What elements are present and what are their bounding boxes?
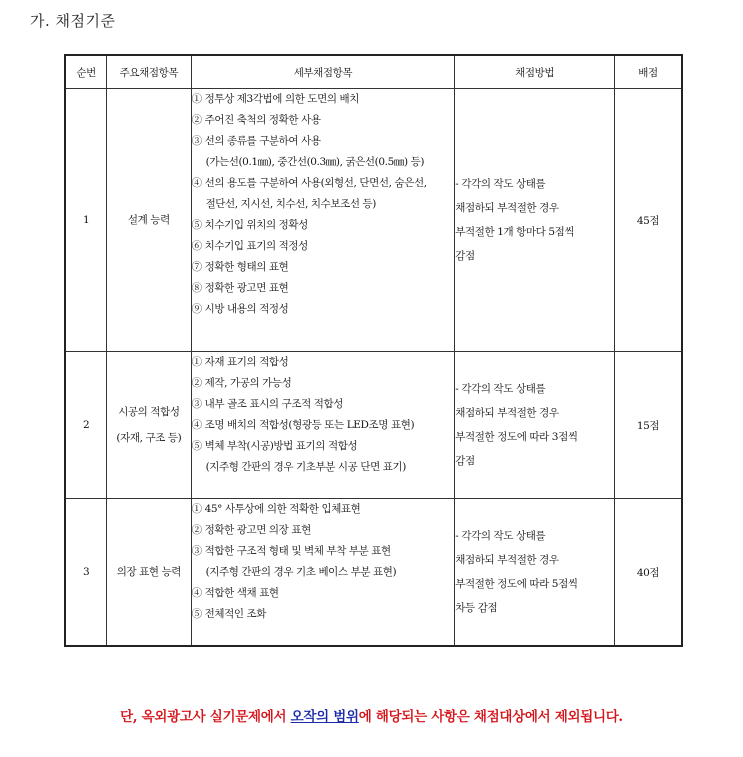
method-line: 채점하되 부적절한 경우 [455, 554, 559, 566]
method-line: - 각각의 작도 상태를 [455, 178, 546, 190]
row-score: 40점 [614, 499, 682, 647]
detail-line: ② 주어진 축척의 정확한 사용 [191, 114, 321, 126]
row-no: 3 [65, 499, 107, 647]
detail-line: (가는선(0.1㎜), 중간선(0.3㎜), 굵은선(0.5㎜) 등) [205, 156, 425, 168]
method-line: 채점하되 부적절한 경우 [455, 407, 559, 419]
header-main-item: 주요채점항목 [107, 55, 191, 89]
row-detail-items [191, 352, 455, 499]
footnote-text-after: 에 해당되는 사항은 채점대상에서 제외됩니다. [358, 709, 623, 725]
detail-line: ⑤ 벽체 부착(시공)방법 표기의 적합성 [191, 440, 358, 452]
row-method [455, 499, 615, 647]
detail-line: ① 정투상 제3각법에 의한 도면의 배치 [191, 93, 360, 105]
table-row [65, 499, 682, 647]
detail-line: ① 45° 사투상에 의한 적확한 입체표현 [191, 503, 361, 515]
table-row [65, 352, 682, 499]
detail-line: ⑥ 치수기입 표기의 적정성 [191, 240, 308, 252]
main-item-line: (자재, 구조 등) [116, 432, 182, 444]
row-main-item [107, 89, 191, 352]
detail-line: ③ 내부 골조 표시의 구조적 적합성 [191, 398, 344, 410]
detail-line: (지주형 간판의 경우 기초부분 시공 단면 표기) [205, 461, 406, 473]
detail-line: 절단선, 지시선, 치수선, 치수보조선 등) [205, 198, 376, 210]
method-line: 부적절한 1개 항마다 5점씩 [455, 226, 575, 238]
row-method [455, 352, 615, 499]
detail-line: ⑤ 치수기입 위치의 정확성 [191, 219, 308, 231]
section-title: 가. 채점기준 [30, 12, 116, 30]
detail-line: ⑧ 정확한 광고면 표현 [191, 282, 289, 294]
detail-line: ① 자재 표기의 적합성 [191, 356, 289, 368]
detail-line: ④ 조명 배치의 적합성(형광등 또는 LED조명 표현) [191, 419, 415, 431]
method-line: 부적절한 정도에 따라 5점씩 [455, 578, 578, 590]
detail-line: ④ 적합한 색채 표현 [191, 587, 279, 599]
method-line: 채점하되 부적절한 경우 [455, 202, 559, 214]
detail-line: ③ 적합한 구조적 형태 및 벽체 부착 부분 표현 [191, 545, 391, 557]
detail-line: ② 제작, 가공의 가능성 [191, 377, 292, 389]
detail-line: ③ 선의 종류를 구분하여 사용 [191, 135, 321, 147]
detail-line: ⑨ 시방 내용의 적정성 [191, 303, 289, 315]
footnote [0, 705, 743, 725]
method-line: - 각각의 작도 상태를 [455, 383, 546, 395]
header-detail-item: 세부채점항목 [191, 55, 455, 89]
detail-line: ⑤ 전체적인 조화 [191, 608, 266, 620]
method-line: 감점 [455, 250, 475, 262]
table-row [65, 89, 682, 352]
row-detail-items [191, 89, 455, 352]
row-no: 1 [65, 89, 107, 352]
main-item-line: 의장 표현 능력 [116, 566, 182, 578]
row-main-item [107, 499, 191, 647]
main-item-line: 시공의 적합성 [118, 406, 180, 418]
row-method [455, 89, 615, 352]
scope-of-misdrawing-link[interactable]: 오작의 범위 [290, 709, 359, 725]
method-line: 감점 [455, 455, 475, 467]
scoring-criteria-table [64, 54, 683, 647]
row-detail-items [191, 499, 455, 647]
detail-line: ④ 선의 용도를 구분하여 사용(외형선, 단면선, 숨은선, [191, 177, 427, 189]
detail-line: ⑦ 정확한 형태의 표현 [191, 261, 289, 273]
detail-line: ② 정확한 광고면 의장 표현 [191, 524, 311, 536]
detail-line: (지주형 간판의 경우 기초 베이스 부분 표현) [205, 566, 397, 578]
method-line: 부적절한 정도에 따라 3점씩 [455, 431, 578, 443]
row-main-item [107, 352, 191, 499]
row-no: 2 [65, 352, 107, 499]
header-no: 순번 [65, 55, 107, 89]
main-item-line: 설계 능력 [127, 214, 170, 226]
footnote-text-before: 단, 옥외광고사 실기문제에서 [120, 709, 291, 725]
method-line: - 각각의 작도 상태를 [455, 530, 546, 542]
method-line: 차등 감점 [455, 602, 498, 614]
header-method: 채점방법 [455, 55, 615, 89]
table-header-row [65, 55, 682, 89]
row-score: 15점 [614, 352, 682, 499]
row-score: 45점 [614, 89, 682, 352]
header-score: 배점 [614, 55, 682, 89]
